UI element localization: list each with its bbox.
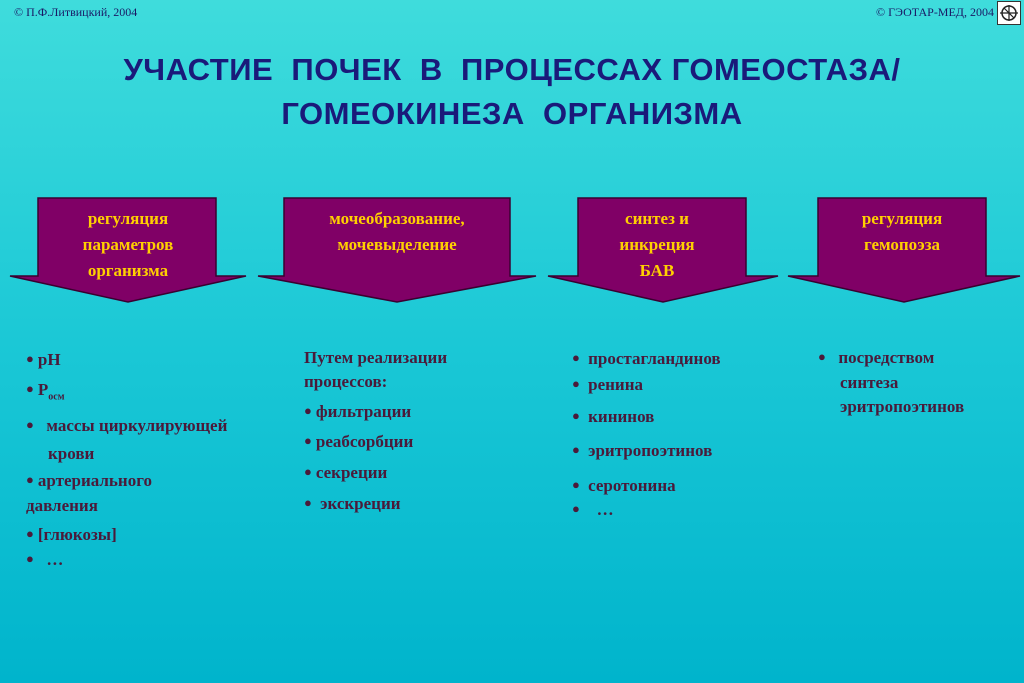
list-item: ● …	[572, 500, 614, 519]
list-item: ● артериального	[26, 471, 153, 491]
column-substances	[572, 346, 721, 523]
copyright-publisher: © ГЭОТАР-МЕД, 2004	[875, 5, 994, 19]
list-item: ● посредством	[818, 348, 935, 367]
list-item: ● $P_{осм}$	[26, 380, 65, 403]
bullet-icon: ●	[304, 495, 312, 510]
arrow2-line2: мочевыделение	[337, 235, 457, 254]
arrow1-line2: параметров	[82, 235, 174, 254]
arrow1-line1: регуляция	[87, 209, 169, 228]
column-parameters: ● pH ● $P_{осм}$ ● массы циркулирующей крови ● артериального давления ● [глюкозы] ● …	[26, 346, 227, 574]
list-item: ● серотонина	[572, 476, 676, 495]
list-item: ● экскреции	[304, 494, 401, 513]
list-item: ● простагландинов	[572, 349, 721, 368]
bullet-icon: ●	[26, 351, 34, 366]
copyright-author: © П.Ф.Литвицкий, 2004	[14, 5, 138, 19]
publisher-logo-icon	[997, 1, 1021, 25]
list-item: ● кининов	[572, 407, 655, 426]
arrow2-line1: мочеобразование,	[329, 209, 465, 228]
arrow-hemopoiesis	[786, 196, 1022, 306]
slide-title	[0, 48, 1024, 136]
bullet-icon: ●	[26, 551, 34, 567]
bullet-icon: ●	[304, 433, 312, 448]
arrow1-line3: организма	[87, 261, 169, 280]
list-item: ● фильтрации	[304, 402, 412, 421]
list-item: ● [глюкозы]	[26, 525, 117, 545]
list-item: ● pH	[26, 350, 61, 369]
list-item: ● эритропоэтинов	[572, 441, 713, 460]
arrow3-line3: БАВ	[639, 261, 675, 280]
list-item: ● секреции	[304, 463, 388, 482]
arrow3-line1: синтез и	[625, 209, 689, 228]
column-hemopoiesis: ● посредством синтеза эритропоэтинов	[818, 348, 965, 416]
bullet-icon: ●	[572, 501, 580, 516]
bullet-icon: ●	[304, 464, 312, 479]
list-item: ● …	[26, 550, 64, 570]
bullet-icon: ●	[572, 350, 580, 365]
bullet-icon: ●	[572, 442, 580, 457]
bullet-icon: ●	[26, 417, 34, 433]
title-line-2: ГОМЕОКИНЕЗА ОРГАНИЗМА	[281, 96, 743, 131]
bullet-icon: ●	[572, 408, 580, 423]
bullet-icon: ●	[572, 477, 580, 492]
arrow-synthesis-bav	[546, 196, 780, 306]
bullet-icon: ●	[818, 349, 826, 364]
arrow-urine-formation	[256, 196, 538, 306]
bullet-icon: ●	[572, 376, 580, 391]
bullet-icon: ●	[26, 472, 34, 488]
arrow4-line1: регуляция	[861, 209, 943, 228]
bullet-icon: ●	[304, 403, 312, 418]
list-item: ● реабсорбции	[304, 432, 414, 451]
bullet-icon: ●	[26, 526, 34, 542]
list-item: ● ренина	[572, 375, 643, 394]
arrow-regulation-parameters	[8, 196, 248, 306]
arrow4-line2: гемопоэза	[863, 235, 941, 254]
arrow3-line2: инкреция	[619, 235, 695, 254]
title-line-1: УЧАСТИЕ ПОЧЕК В ПРОЦЕССАХ ГОМЕОСТАЗА/	[123, 52, 901, 87]
list-item: ● массы циркулирующей	[26, 416, 228, 436]
column-processes: Путем реализации процессов: ● фильтрации ● реабсорбции ● секреции ● экскреции	[304, 346, 447, 517]
bullet-icon: ●	[26, 381, 34, 396]
